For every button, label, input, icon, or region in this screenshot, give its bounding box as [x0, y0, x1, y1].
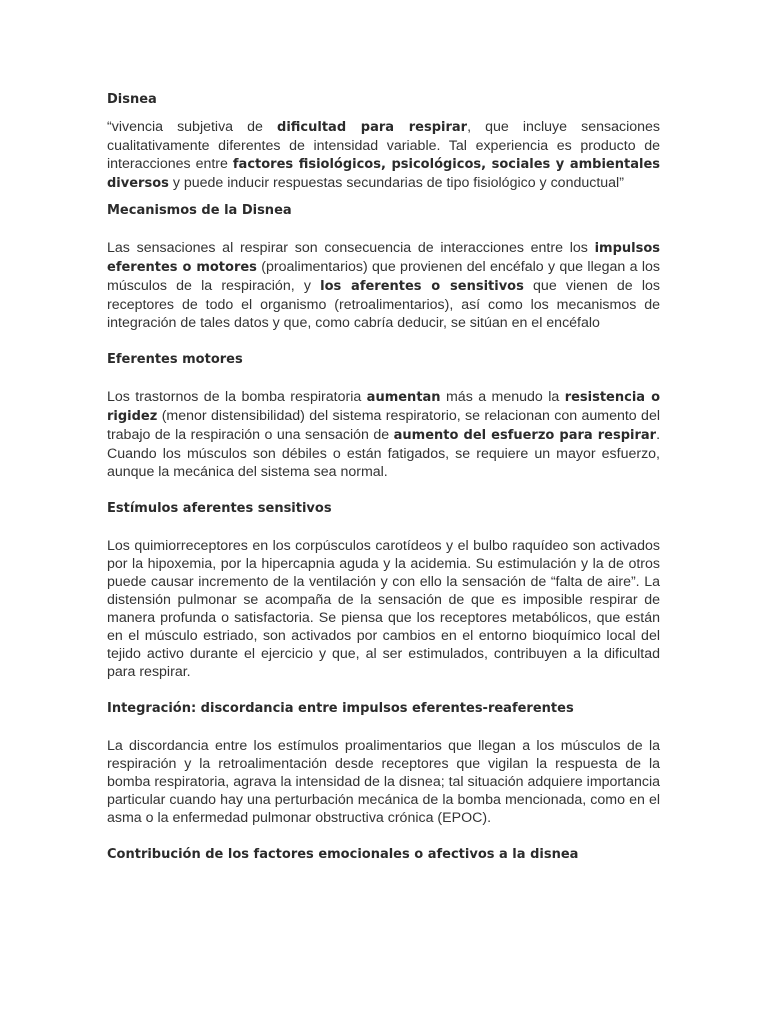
bold-term: dificultad para respirar — [277, 120, 468, 135]
section-heading-aferentes: Estímulos aferentes sensitivos — [107, 501, 332, 516]
section-heading-disnea: Disnea — [107, 92, 157, 107]
section-paragraph-aferentes — [107, 537, 660, 681]
text-run: Las sensaciones al respirar son consecuencia de interacciones entre los — [107, 240, 595, 256]
text-run: . Cuando los músculos son débiles o están fatigados, se requiere un mayor esfuerzo, aunque la mecánica del sistema sea normal. — [107, 427, 661, 480]
section-paragraph-eferentes — [107, 388, 660, 481]
section-heading-integracion: Integración: discordancia entre impulsos eferentes-reaferentes — [107, 701, 574, 716]
text-run: (menor distensibilidad) del sistema respiratorio, se relacionan con aumento del trabajo de la respiración o una sensación de — [107, 408, 660, 443]
text-run: , que incluye sensaciones cualitativamente diferentes de intensidad variable. Tal experiencia es producto de interacciones entre — [107, 119, 660, 172]
section-paragraph-disnea — [107, 118, 660, 193]
text-run: más a menudo la — [440, 389, 565, 405]
bold-term: aumento del esfuerzo para respirar — [393, 428, 657, 443]
text-run: Los quimiorreceptores en los corpúsculos carotídeos y el bulbo raquídeo son activados por la hipoxemia, por la hipercapnia aguda y la acidemia. Su estimulación y la de otros puede causar incremento de la ventilación y con ello la sensación de “falta de aire”. La distensión pulmonar se acompaña de la sensación de que es imposible respirar de manera profunda o satisfactoria. Se piensa que los receptores metabólicos, que están en el músculo estriado, son activados por cambios en el entorno bioquímico local del tejido activo durante el ejercicio y que, al ser estimulados, contribuyen a la dificultad para respirar. — [107, 538, 660, 680]
text-run: que vienen de los receptores de todo el organismo (retroalimentarios), así como los mecanismos de integración de tales datos y que, como cabría deducir, se sitúan en el encéfalo — [107, 278, 661, 331]
document-body — [107, 91, 660, 864]
text-run: “vivencia subjetiva de — [107, 119, 278, 135]
text-run: y puede inducir respuestas secundarias de tipo fisiológico y conductual” — [168, 175, 624, 191]
section-heading-factores-emocionales: Contribución de los factores emocionales o afectivos a la disnea — [107, 847, 579, 862]
bold-term: los aferentes o sensitivos — [320, 279, 524, 294]
bold-term: impulsos eferentes o motores — [107, 241, 660, 275]
section-heading-mecanismos: Mecanismos de la Disnea — [107, 203, 292, 218]
section-paragraph-integracion — [107, 737, 660, 827]
text-run: (proalimentarios) que provienen del encéfalo y que llegan a los músculos de la respiración, y — [107, 259, 660, 294]
text-run: Los trastornos de la bomba respiratoria — [107, 389, 367, 405]
text-run: La discordancia entre los estímulos proalimentarios que llegan a los músculos de la respiración y la retroalimentación desde receptores que vigilan la respuesta de la bomba respiratoria, agrava la intensidad de la disnea; tal situación adquiere importancia particular cuando hay una perturbación mecánica de la bomba mencionada, como en el asma o la enfermedad pulmonar obstructiva crónica (EPOC). — [107, 738, 660, 826]
section-heading-eferentes: Eferentes motores — [107, 352, 243, 367]
bold-term: factores fisiológicos, psicológicos, sociales y ambientales diversos — [107, 157, 660, 191]
bold-term: resistencia o rigidez — [107, 390, 661, 424]
section-paragraph-mecanismos — [107, 239, 660, 332]
bold-term: aumentan — [366, 390, 441, 405]
